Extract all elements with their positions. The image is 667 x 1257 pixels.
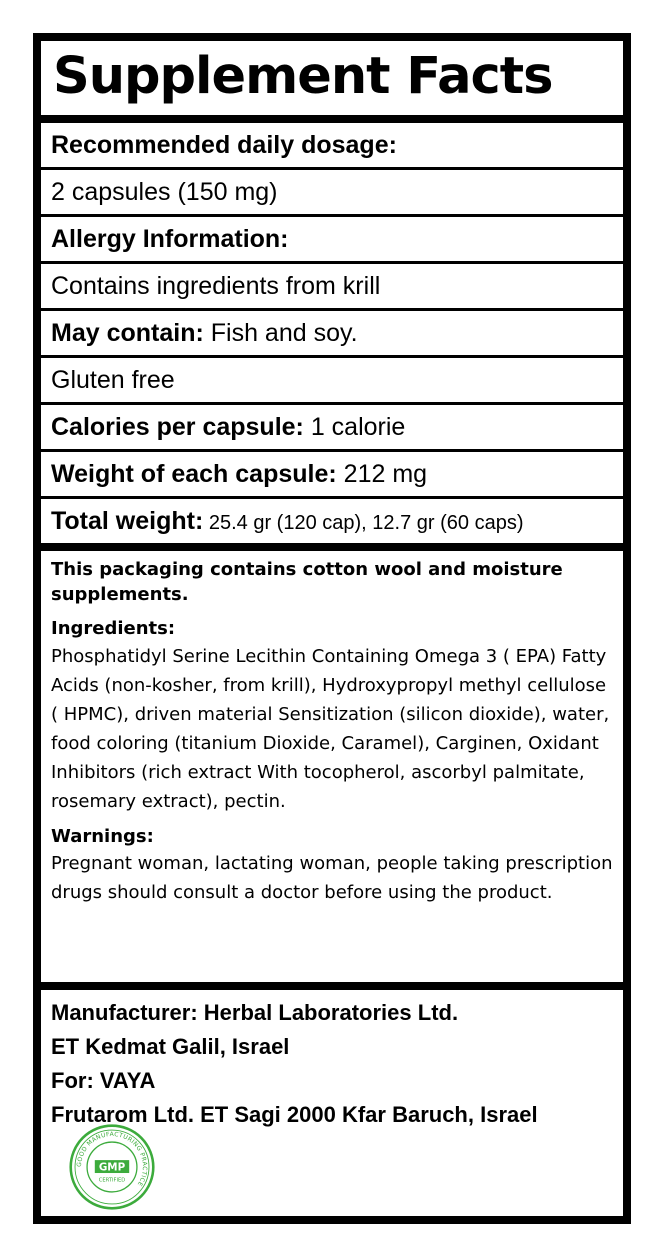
calories-label: Calories per capsule: [51, 413, 304, 441]
seal-sub-text: CERTIFIED [98, 1177, 126, 1184]
label-title: Supplement Facts [53, 47, 553, 106]
manufacturer-line: Manufacturer: Herbal Laboratories Ltd. [51, 1000, 459, 1025]
allergy-heading: Allergy Information: [51, 225, 289, 253]
dosage-value-row [41, 170, 623, 214]
warnings-heading: Warnings: [51, 826, 154, 847]
allergy-heading-row [41, 217, 623, 261]
ingredients-heading: Ingredients: [51, 618, 176, 639]
warnings-text: Pregnant woman, lactating woman, people taking prescription drugs should consult a doctor before using the product. [51, 853, 613, 903]
gluten-row [41, 358, 623, 402]
may-contain-row [41, 311, 623, 355]
capsule-weight-row [41, 452, 623, 496]
allergy-value-row [41, 264, 623, 308]
details-panel [41, 551, 623, 982]
seal-ring-text: GOOD MANUFACTURING PRACTICE [75, 1131, 149, 1188]
may-contain-label: May contain: [51, 319, 204, 347]
dosage-value: 2 capsules (150 mg) [51, 178, 278, 206]
may-contain-value: Fish and soy. [203, 319, 358, 347]
allergy-value: Contains ingredients from krill [51, 272, 381, 300]
capsule-weight-label: Weight of each capsule: [51, 460, 337, 488]
dosage-heading-row [41, 123, 623, 167]
title-panel [41, 41, 623, 115]
supplement-facts-label [33, 33, 631, 1224]
total-weight-row [41, 499, 623, 543]
dosage-heading: Recommended daily dosage: [51, 131, 397, 159]
distributor-address: Frutarom Ltd. ET Sagi 2000 Kfar Baruch, Israel [51, 1102, 538, 1127]
seal-center-text: GMP [98, 1161, 126, 1174]
facts-panel [41, 123, 623, 543]
total-weight-value: 25.4 gr (120 cap), 12.7 gr (60 caps) [203, 512, 524, 534]
manufacturer-panel [41, 990, 623, 1216]
manufacturer-address: ET Kedmat Galil, Israel [51, 1034, 290, 1059]
gluten-free-text: Gluten free [51, 366, 175, 394]
calories-row [41, 405, 623, 449]
packaging-note: This packaging contains cotton wool and moisture supplements. [51, 559, 563, 605]
ingredients-text: Phosphatidyl Serine Lecithin Containing Omega 3 ( EPA) Fatty Acids (non-kosher, from krill), Hydroxypropyl methyl cellulose ( HPMC), driven material Sensitization (silicon dioxide), water, food coloring (titanium Dioxide, Caramel), Carginen, Oxidant Inhibitors (rich extract With tocopherol, ascorbyl palmitate, rosemary extract), pectin. [51, 646, 610, 812]
distributor-line: For: VAYA [51, 1068, 156, 1093]
capsule-weight-value: 212 mg [336, 460, 428, 488]
gmp-certified-seal-icon [69, 1124, 155, 1210]
calories-value: 1 calorie [303, 413, 406, 441]
total-weight-label: Total weight: [51, 507, 204, 535]
